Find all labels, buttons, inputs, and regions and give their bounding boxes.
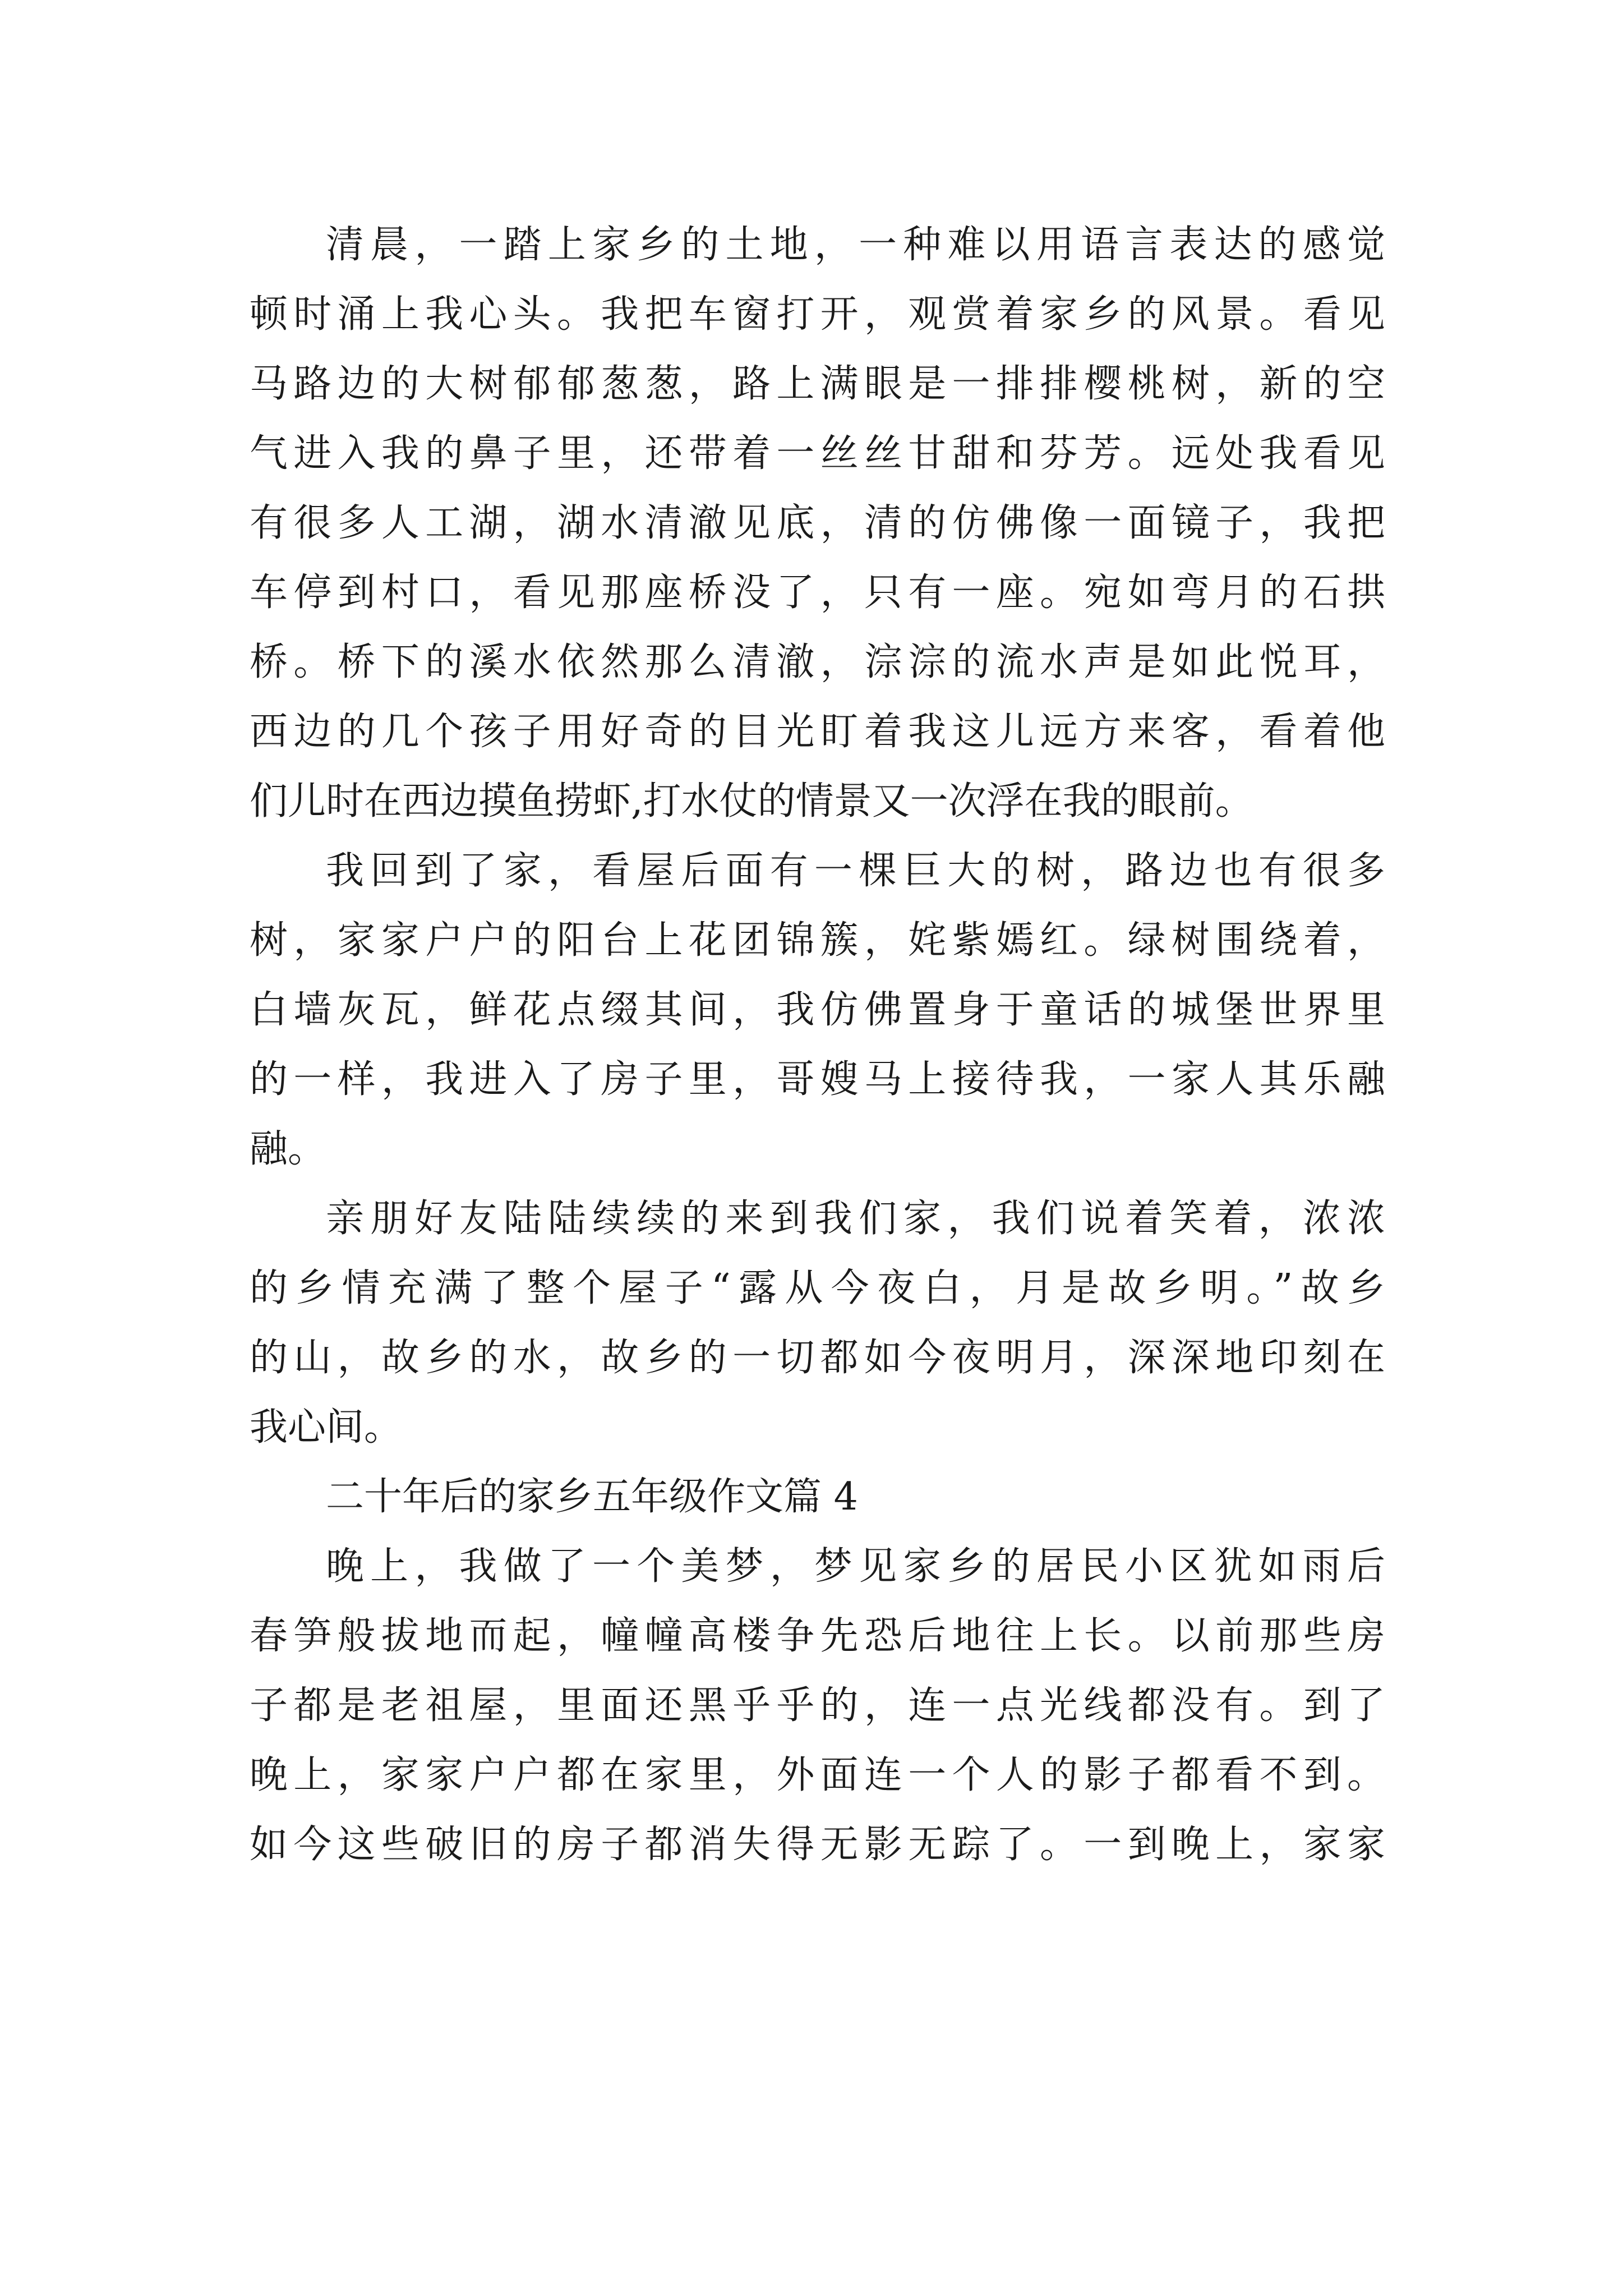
paragraph-line: 桥。桥下的溪水依然那么清澈，淙淙的流水声是如此悦耳， (250, 640, 1385, 684)
paragraph-line: 子都是老祖屋，里面还黑乎乎的，连一点光线都没有。到了 (250, 1683, 1385, 1728)
paragraph-line: 车停到村口，看见那座桥没了，只有一座。宛如弯月的石拱 (250, 570, 1385, 615)
section-heading: 二十年后的家乡五年级作文篇 4 (326, 1475, 858, 1519)
paragraph-line: 气进入我的鼻子里，还带着一丝丝甘甜和芬芳。远处我看见 (250, 431, 1385, 476)
paragraph-line: 如今这些破旧的房子都消失得无影无踪了。一到晚上，家家 (250, 1823, 1385, 1867)
paragraph-line: 有很多人工湖，湖水清澈见底，清的仿佛像一面镜子，我把 (250, 501, 1385, 545)
paragraph-line: 西边的几个孩子用好奇的目光盯着我这儿远方来客，看着他 (250, 710, 1385, 754)
paragraph-line: 清晨，一踏上家乡的土地，一种难以用语言表达的感觉 (326, 223, 1385, 267)
paragraph-line: 融。 (250, 1127, 326, 1171)
paragraph-line: 的一样，我进入了房子里，哥嫂马上接待我，一家人其乐融 (250, 1057, 1385, 1102)
paragraph-line: 亲朋好友陆陆续续的来到我们家，我们说着笑着，浓浓 (326, 1197, 1385, 1241)
paragraph-line: 晚上，我做了一个美梦，梦见家乡的居民小区犹如雨后 (326, 1544, 1385, 1589)
paragraph-line: 我心间。 (250, 1405, 403, 1450)
paragraph-line: 的山，故乡的水，故乡的一切都如今夜明月，深深地印刻在 (250, 1336, 1385, 1380)
paragraph-line: 的乡情充满了整个屋子“露从今夜白，月是故乡明。”故乡 (250, 1266, 1385, 1310)
paragraph-line: 们儿时在西边摸鱼捞虾,打水仗的情景又一次浮在我的眼前。 (250, 779, 1253, 823)
paragraph-line: 白墙灰瓦，鲜花点缀其间，我仿佛置身于童话的城堡世界里 (250, 988, 1385, 1032)
paragraph-line: 马路边的大树郁郁葱葱，路上满眼是一排排樱桃树，新的空 (250, 362, 1385, 406)
paragraph-line: 春笋般拔地而起，幢幢高楼争先恐后地往上长。以前那些房 (250, 1614, 1385, 1658)
paragraph-line: 晚上，家家户户都在家里，外面连一个人的影子都看不到。 (250, 1753, 1385, 1797)
body-text (250, 210, 1385, 1880)
paragraph-line: 我回到了家，看屋后面有一棵巨大的树，路边也有很多 (326, 849, 1385, 893)
paragraph-line: 树，家家户户的阳台上花团锦簇，姹紫嫣红。绿树围绕着， (250, 918, 1385, 963)
paragraph-line: 顿时涌上我心头。我把车窗打开，观赏着家乡的风景。看见 (250, 292, 1385, 337)
